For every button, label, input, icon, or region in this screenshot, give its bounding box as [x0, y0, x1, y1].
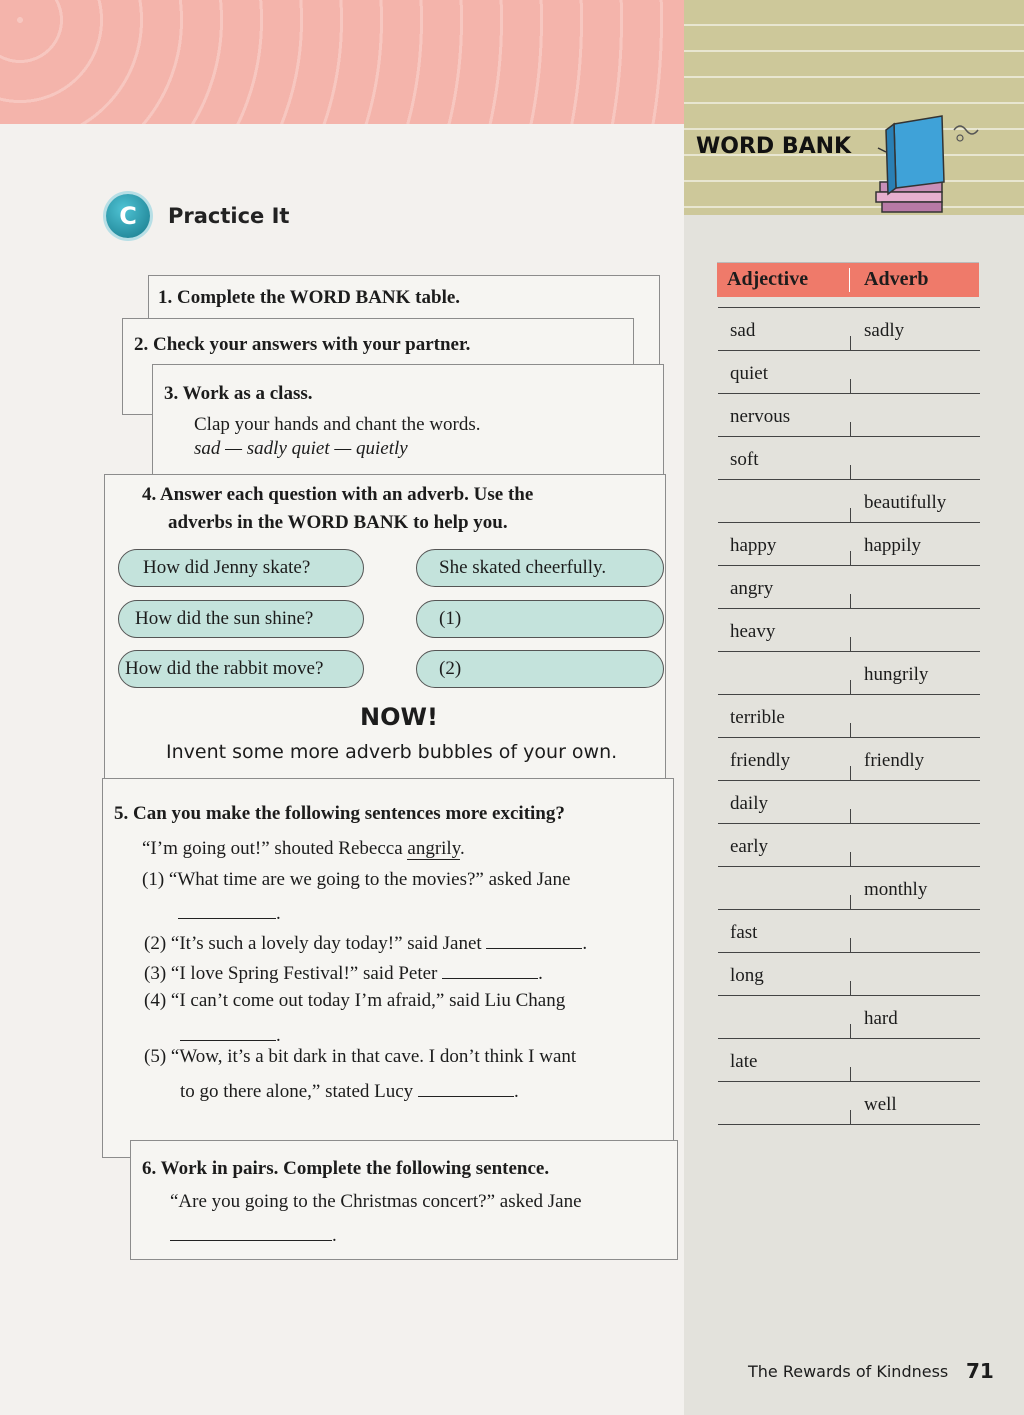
- task-5-item-2: (2) “It’s such a lovely day today!” said Janet: [144, 933, 482, 954]
- answer-bubble: She skated cheerfully.: [416, 549, 664, 587]
- now-title: NOW!: [360, 703, 438, 731]
- answer-bubble[interactable]: (2): [416, 650, 664, 688]
- answer-blank[interactable]: [178, 900, 276, 919]
- task-5-item-1: (1) “What time are we going to the movies?” asked Jane: [142, 869, 571, 890]
- table-row-divider: [850, 1067, 851, 1081]
- task-6-title: 6. Work in pairs. Complete the following sentence.: [142, 1158, 550, 1179]
- task-5-example: [142, 838, 465, 860]
- question-bubble: How did the rabbit move?: [118, 650, 364, 688]
- question-bubble: How did Jenny skate?: [118, 549, 364, 587]
- adverb-cell: happily: [864, 535, 921, 556]
- now-body: Invent some more adverb bubbles of your own.: [166, 741, 618, 763]
- answer-blank[interactable]: [486, 930, 582, 949]
- table-row-rule: [718, 780, 980, 781]
- adjective-cell: heavy: [730, 621, 776, 642]
- table-row-rule: [718, 952, 980, 953]
- answer-blank[interactable]: [442, 960, 538, 979]
- adjective-cell: fast: [730, 922, 758, 943]
- task-2-text: 2. Check your answers with your partner.: [134, 334, 471, 355]
- task-3-title: 3. Work as a class.: [164, 383, 313, 404]
- table-row-divider: [850, 1110, 851, 1124]
- table-row-rule: [718, 694, 980, 695]
- adverb-cell: friendly: [864, 750, 925, 771]
- table-row-divider: [850, 809, 851, 823]
- table-row-rule: [718, 608, 980, 609]
- task-5-item-5-row: to go there alone,” stated Lucy .: [180, 1078, 519, 1103]
- adverb-cell: sadly: [864, 320, 905, 341]
- example-sentence: “I’m going out!” shouted Rebecca: [142, 838, 403, 859]
- example-adverb: angrily: [407, 838, 460, 859]
- task-3-example: sad — sadly quiet — quietly: [194, 438, 408, 459]
- table-row-rule: [718, 823, 980, 824]
- adjective-cell: long: [730, 965, 764, 986]
- table-row-rule: [718, 1081, 980, 1082]
- table-row-divider: [850, 680, 851, 694]
- table-row-divider: [850, 422, 851, 436]
- task-4-line-1: 4. Answer each question with an adverb. Use the: [142, 484, 534, 505]
- adjective-cell: early: [730, 836, 768, 857]
- adverb-cell: monthly: [864, 879, 928, 900]
- top-decorative-band: [0, 0, 684, 124]
- table-row-divider: [850, 379, 851, 393]
- header-divider: [849, 268, 850, 292]
- adjective-cell: happy: [730, 535, 777, 556]
- table-row-divider: [850, 938, 851, 952]
- table-row-divider: [850, 981, 851, 995]
- task-6-body: “Are you going to the Christmas concert?” asked Jane: [170, 1191, 582, 1212]
- section-title: Practice It: [168, 204, 290, 228]
- task-5-item-1-blank-row: .: [178, 900, 281, 925]
- adjective-cell: quiet: [730, 363, 768, 384]
- table-row-rule: [718, 479, 980, 480]
- task-5-item-5-line-1: (5) “Wow, it’s a bit dark in that cave. I don’t think I want: [144, 1046, 577, 1067]
- table-row-rule: [718, 436, 980, 437]
- table-row-divider: [850, 336, 851, 350]
- section-badge: C: [106, 194, 150, 238]
- table-row-rule: [718, 1124, 980, 1125]
- task-3-body: Clap your hands and chant the words.: [194, 414, 481, 435]
- adjective-cell: daily: [730, 793, 768, 814]
- adverb-header: Adverb: [864, 268, 929, 290]
- adjective-cell: sad: [730, 320, 756, 341]
- example-period: .: [459, 838, 465, 859]
- adjective-header: Adjective: [727, 268, 809, 290]
- task-5-item-3-row: (3) “I love Spring Festival!” said Peter .: [144, 960, 543, 985]
- table-row-divider: [850, 766, 851, 780]
- table-row-divider: [850, 1024, 851, 1038]
- table-row-divider: [850, 895, 851, 909]
- task-5-item-4: (4) “I can’t come out today I’m afraid,” said Liu Chang: [144, 990, 566, 1011]
- table-row-divider: [850, 852, 851, 866]
- adverb-cell: well: [864, 1094, 897, 1115]
- table-row-rule: [718, 651, 980, 652]
- adjective-cell: soft: [730, 449, 759, 470]
- task-5-item-4-blank-row: .: [180, 1022, 281, 1047]
- table-row-rule: [718, 995, 980, 996]
- book-icon: [872, 112, 980, 216]
- word-bank-title: WORD BANK: [696, 134, 852, 159]
- table-row-rule: [718, 565, 980, 566]
- table-row-divider: [850, 723, 851, 737]
- table-row-rule: [718, 350, 980, 351]
- adverb-cell: beautifully: [864, 492, 947, 513]
- unit-title: The Rewards of Kindness: [748, 1362, 949, 1381]
- task-5-title: 5. Can you make the following sentences more exciting?: [114, 803, 565, 824]
- table-row-divider: [850, 637, 851, 651]
- table-row-rule: [718, 522, 980, 523]
- task-4-line-2: adverbs in the WORD BANK to help you.: [168, 512, 508, 533]
- table-row-divider: [850, 465, 851, 479]
- task-5-item-3: (3) “I love Spring Festival!” said Peter: [144, 963, 438, 984]
- adverb-cell: hungrily: [864, 664, 929, 685]
- adjective-cell: nervous: [730, 406, 791, 427]
- adjective-cell: terrible: [730, 707, 785, 728]
- table-row-rule: [718, 393, 980, 394]
- table-top-rule: [718, 307, 980, 308]
- question-bubble: How did the sun shine?: [118, 600, 364, 638]
- table-row-rule: [718, 737, 980, 738]
- adverb-cell: hard: [864, 1008, 898, 1029]
- page-number: 71: [966, 1359, 994, 1383]
- table-row-divider: [850, 551, 851, 565]
- table-row-rule: [718, 909, 980, 910]
- answer-blank[interactable]: [418, 1078, 514, 1097]
- adjective-cell: late: [730, 1051, 758, 1072]
- task-5-item-5-line-2: to go there alone,” stated Lucy: [180, 1081, 414, 1102]
- adjective-cell: angry: [730, 578, 774, 599]
- answer-blank[interactable]: [170, 1222, 332, 1241]
- task-1-text: 1. Complete the WORD BANK table.: [158, 287, 461, 308]
- table-row-rule: [718, 866, 980, 867]
- table-row-divider: [850, 594, 851, 608]
- task-5-item-2-row: (2) “It’s such a lovely day today!” said Janet .: [144, 930, 587, 955]
- task-6-blank-row: .: [170, 1222, 337, 1247]
- adjective-cell: friendly: [730, 750, 791, 771]
- answer-bubble[interactable]: (1): [416, 600, 664, 638]
- table-row-divider: [850, 508, 851, 522]
- answer-blank[interactable]: [180, 1022, 276, 1041]
- table-row-rule: [718, 1038, 980, 1039]
